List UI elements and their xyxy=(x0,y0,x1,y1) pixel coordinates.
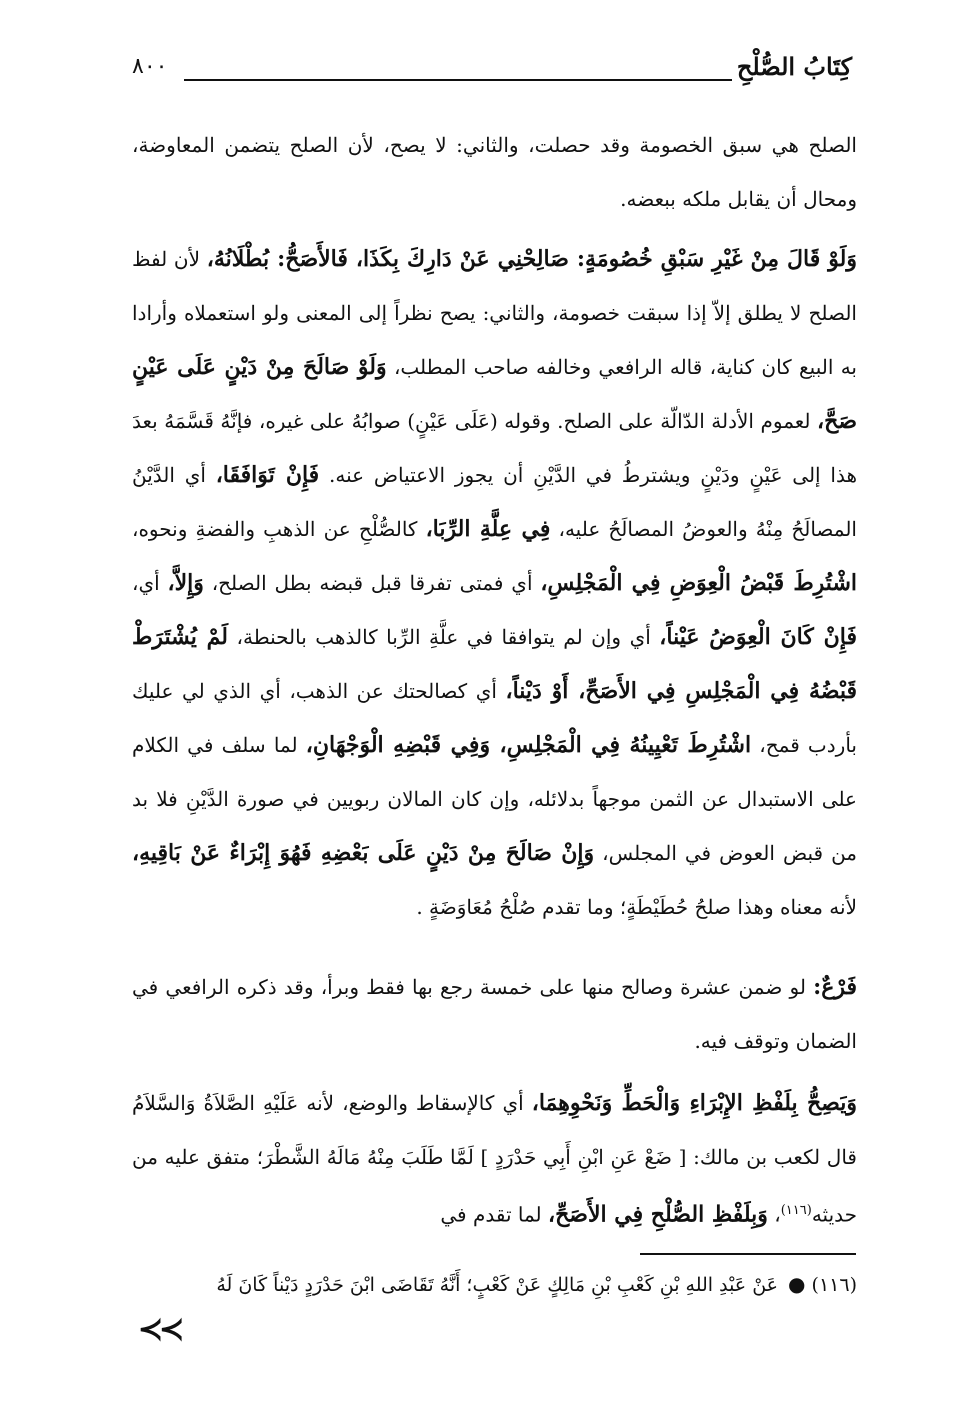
matn-text: اشْتُرِطَ تَعْيِينُهُ فِي الْمَجْلِسِ، وَفِي قَبْضِهِ الْوَجْهَانِ، xyxy=(305,732,752,758)
paragraph-3 xyxy=(132,960,857,1068)
matn-text: فِي عِلَّةِ الرِّبَا، xyxy=(425,516,551,542)
sharh-text: أي، xyxy=(132,571,168,595)
sharh-text: أي الدَّيْنُ المصالَحُ مِنْهُ والعوضُ المصالَحُ عليه، xyxy=(132,463,857,541)
hadith-mark-icon: ● xyxy=(788,1272,806,1296)
book-title: كِتَابُ الصُّلْحِ xyxy=(736,52,852,81)
matn-text: وَيَصِحُّ بِلَفْظِ الإِبْرَاءِ وَالْحَطِّ وَنَحْوِهِمَا، xyxy=(531,1090,857,1116)
matn-text: وَلَوْ قَالَ مِنْ غَيْرِ سَبْقِ خُصُومَةٍ: صَالِحْنِي عَنْ دَارِكَ بِكَذَا، فَالأَصَحُّ: بُطْلَانُهُ، xyxy=(206,246,857,272)
far-label: فَرْعٌ: xyxy=(813,974,857,1000)
sharh-text: ، xyxy=(767,1202,781,1227)
paragraph-4 xyxy=(132,1076,857,1242)
footnote xyxy=(132,1264,857,1305)
sharh-text: أي وإن لم يتوافقا في علَّةِ الرِّبا كالذهب بالحنطة، xyxy=(228,625,660,649)
footnote-ref[interactable]: (١١٦) xyxy=(780,1203,812,1218)
sharh-text: لما تقدم في xyxy=(440,1202,548,1227)
footnote-text: عَنْ عَبْدِ اللهِ بْنِ كَعْبِ بْنِ مَالِكٍ عَنْ كَعْبٍ؛ أَنَّهُ تَقَاضَى ابْنَ حَدْرَدٍ دَيْناً كَانَ لَهُ xyxy=(216,1274,785,1296)
header-rule xyxy=(184,79,732,81)
paragraph-2 xyxy=(132,232,857,934)
matn-text: فَإِنْ تَوَافَقَا، xyxy=(215,462,320,488)
footnote-rule xyxy=(640,1253,856,1255)
sharh-text: أي فمتى تفرقا قبل قبضه بطل الصلح، xyxy=(203,571,541,595)
sharh-text: لأنه معناه وهذا صلحُ حُطَيْطَةٍ؛ وما تقدم صُلْحُ مُعَاوَضَةٍ . xyxy=(416,895,857,919)
paragraph-1: الصلح هي سبق الخصومة وقد حصلت، والثاني: لا يصح، لأن الصلح يتضمن المعاوضة، ومحال أن يقابل ملكه ببعضه. xyxy=(132,133,857,211)
sharh-text: لما سلف في الكلام على الاستبدال عن الثمن موجهاً بدلائله، وإن كان المالان ربويين في صورة الدَّيْنِ فلا بد من قبض العوض في المجلس، xyxy=(132,733,858,865)
sharh-text: أي كالإسقاط والوضع، لأنه عَلَيْهِ الصَّلاَةُ وَالسَّلاَمُ قال لكعب بن مالك: [ ضَعْ عَنِ ابْنِ أَبِي حَدْرَدٍ ] لَمَّا طَلَبَ مِنْهُ مَالَهُ الشَّطْرَ؛ متفق عليه من حديثه xyxy=(132,1091,857,1227)
sharh-text: لأن لفظ الصلح لا يطلق إلاّ إذا سبقت خصومة، والثاني: يصح نظراً إلى المعنى ولو استعملاه وأرادا به البيع كان كناية، قاله الرافعي وخالفه صاحب المطلب، xyxy=(132,247,857,379)
page-header xyxy=(132,52,852,92)
matn-text: وَبِلَفْظِ الصُّلْحِ فِي الأَصَحِّ، xyxy=(547,1201,768,1228)
sharh-text: كالصُّلْحِ عن الذهبِ والفضةِ ونحوه، xyxy=(132,517,426,541)
page-number: ٨٠٠ xyxy=(132,54,168,79)
matn-text: وَإِلاَّ، xyxy=(167,570,204,596)
footnote-number: (١١٦) xyxy=(811,1274,857,1296)
matn-text: اشْتُرِطَ قَبْضُ الْعِوَضِ فِي الْمَجْلِسِ، xyxy=(540,570,857,596)
continuation-mark-icon: ≺≺ xyxy=(138,1312,181,1347)
sharh-text: لو ضمن عشرة وصالح منها على خمسة رجع بها فقط وبرأ، وقد ذكره الرافعي في الضمان وتوقف فيه. xyxy=(132,975,857,1053)
sharh-text: أي كصالحتك عن الذهب، أي الذي لي عليك بأردب قمح، xyxy=(132,679,857,757)
sharh-text: لعموم الأدلة الدّالّة على الصلح. وقوله (عَلَى عَيْنٍ) صوابُهُ على غيره، فإنَّهُ قَسَّمَهُ بعدَ هذا إلى عَيْنٍ ودَيْنٍ ويشترطُ في الدَّيْنِ أن يجوز الاعتياض عنه. xyxy=(132,409,857,487)
matn-text: لَمْ يُشْتَرَطْ قَبْضُهُ فِي الْمَجْلِسِ فِي الأَصَحِّ، أَوْ دَيْناً، xyxy=(132,624,857,704)
matn-text: فَإِنْ كَانَ الْعِوَضُ عَيْناً، xyxy=(659,624,857,650)
matn-text: وَلَوْ صَالَحَ مِنْ دَيْنٍ عَلَى عَيْنٍ صَحَّ، xyxy=(132,354,857,434)
matn-text: وَإِنْ صَالَحَ مِنْ دَيْنٍ عَلَى بَعْضِهِ فَهُوَ إِبْرَاءٌ عَنْ بَاقِيهِ، xyxy=(132,840,595,866)
